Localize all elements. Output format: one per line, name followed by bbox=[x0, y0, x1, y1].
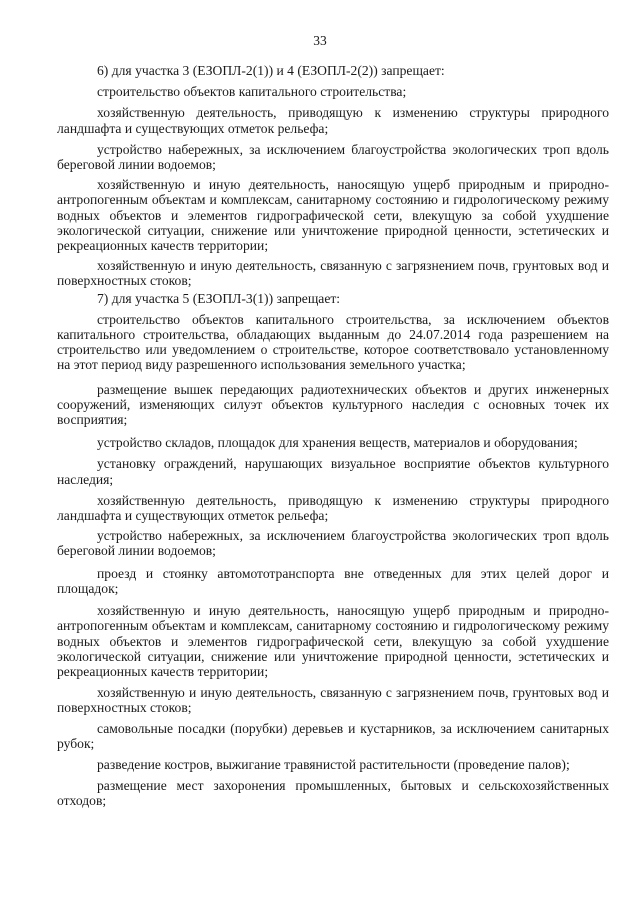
paragraph: самовольные посадки (порубки) деревьев и кустарников, за исключением санитарных рубок; bbox=[57, 720, 609, 751]
paragraph: размещение вышек передающих радиотехнических объектов и других инженерных сооружений, изменяющих силуэт объектов культурного наследия с основных точек их восприятия; bbox=[57, 381, 609, 428]
section-heading-7: 7) для участка 5 (ЕЗОПЛ-3(1)) запрещает: bbox=[97, 290, 341, 306]
paragraph: хозяйственную и иную деятельность, наносящую ущерб природным и природно-антропогенным объектам и комплексам, санитарному состоянию и гидрологическому режиму водных объектов и элементов гидрографической сети, влекущую за собой ухудшение экологической ситуации, снижение или уничтожение природной ценности, эстетических и рекреационных качеств территории; bbox=[57, 603, 609, 679]
paragraph: установку ограждений, нарушающих визуальное восприятие объектов культурного наследия; bbox=[57, 456, 609, 487]
paragraph: устройство набережных, за исключением благоустройства экологических троп вдоль береговой линии водоемов; bbox=[57, 141, 609, 173]
paragraph: строительство объектов капитального строительства; bbox=[97, 84, 407, 100]
paragraph: строительство объектов капитального строительства, за исключением объектов капитального строительства, обладающих выданным до 24.07.2014 года разрешением на строительство или уведомлением о строительстве, которое соответствовало установленному на этот период виду разрешенного использования земельного участка; bbox=[57, 311, 609, 373]
paragraph: хозяйственную деятельность, приводящую к изменению структуры природного ландшафта и существующих отметок рельефа; bbox=[57, 492, 609, 524]
paragraph: хозяйственную деятельность, приводящую к изменению структуры природного ландшафта и существующих отметок рельефа; bbox=[57, 105, 609, 136]
page-number: 33 bbox=[313, 33, 327, 48]
document-body bbox=[57, 63, 609, 809]
paragraph: устройство складов, площадок для хранения веществ, материалов и оборудования; bbox=[97, 435, 578, 451]
paragraph: размещение мест захоронения промышленных, бытовых и сельскохозяйственных отходов; bbox=[57, 778, 609, 809]
paragraph: хозяйственную и иную деятельность, связанную с загрязнением почв, грунтовых вод и поверхностных стоков; bbox=[57, 685, 609, 716]
paragraph: хозяйственную и иную деятельность, связанную с загрязнением почв, грунтовых вод и поверхностных стоков; bbox=[57, 258, 609, 289]
paragraph: проезд и стоянку автомототранспорта вне отведенных для этих целей дорог и площадок; bbox=[57, 565, 609, 596]
paragraph: устройство набережных, за исключением благоустройства экологических троп вдоль береговой линии водоемов; bbox=[57, 528, 609, 559]
paragraph: хозяйственную и иную деятельность, наносящую ущерб природным и природно-антропогенным объектам и комплексам, санитарному состоянию и гидрологическому режиму водных объектов и элементов гидрографической сети, влекущую за собой ухудшение экологической ситуации, снижение или уничтожение природной ценности, эстетических и рекреационных качеств территории; bbox=[57, 177, 609, 254]
paragraph: разведение костров, выжигание травянистой растительности (проведение палов); bbox=[97, 756, 570, 772]
section-heading-6: 6) для участка 3 (ЕЗОПЛ-2(1)) и 4 (ЕЗОПЛ-2(2)) запрещает: bbox=[97, 63, 445, 78]
